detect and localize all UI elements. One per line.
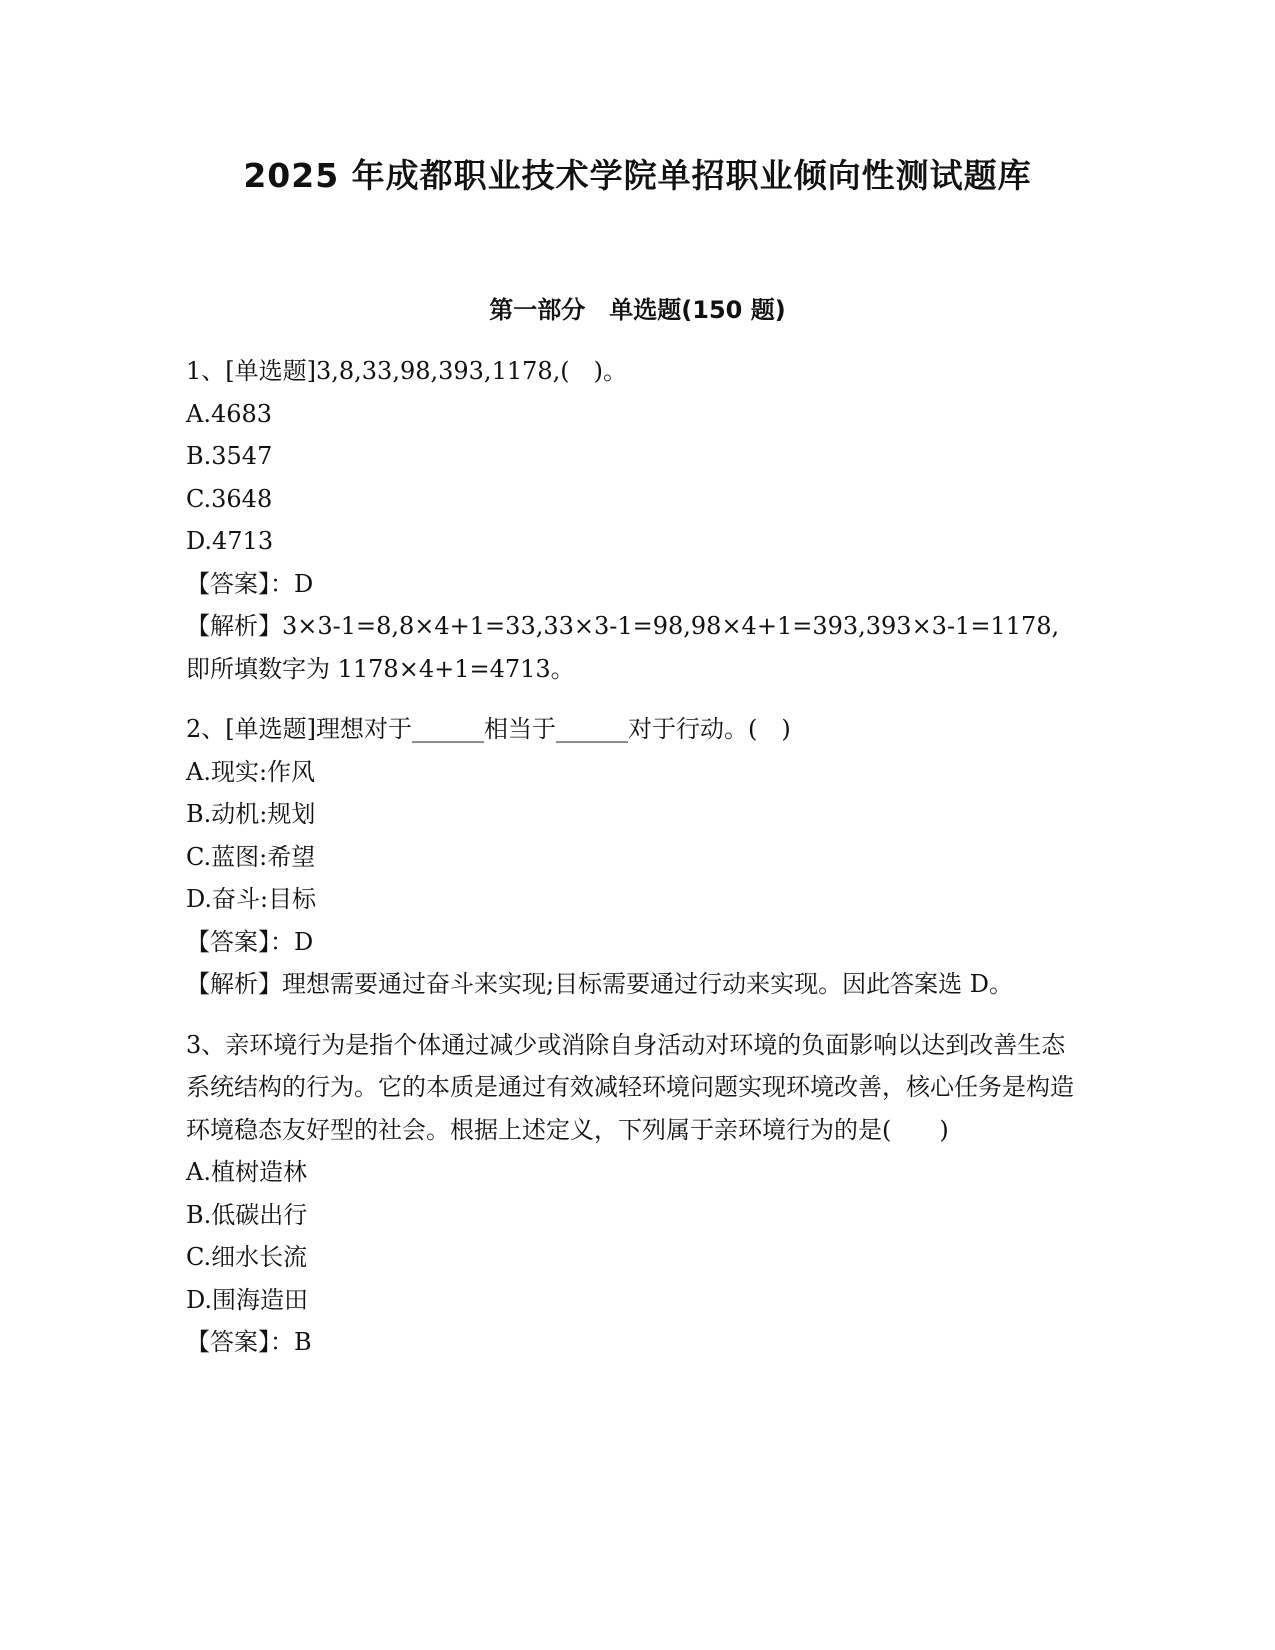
question-list bbox=[186, 350, 1081, 1382]
option-d: D.4713 bbox=[186, 527, 274, 555]
option-b: B.动机:规划 bbox=[186, 800, 316, 828]
answer-line: 【答案】：D bbox=[186, 927, 314, 956]
question-stem: 2、[单选题]理想对于______相当于______对于行动。( ) bbox=[186, 715, 791, 743]
answer-line: 【答案】：B bbox=[186, 1328, 312, 1356]
question-2 bbox=[186, 708, 1081, 1006]
option-b: B.低碳出行 bbox=[186, 1200, 308, 1229]
question-stem: 1、[单选题]3,8,33,98,393,1178,( )。 bbox=[186, 357, 627, 385]
section-title: 第一部分 单选题(150 题) bbox=[489, 296, 786, 324]
question-stem: 3、亲环境行为是指个体通过减少或消除自身活动对环境的负面影响以达到改善生态系统结构的行为。它的本质是通过有效减轻环境问题实现环境改善，核心任务是构造环境稳态友好型的社会。根据上述定义，下列属于亲环境行为的是( ) bbox=[186, 1030, 1074, 1144]
option-c: C.蓝图:希望 bbox=[186, 842, 316, 871]
question-1 bbox=[186, 350, 1081, 690]
document-title: 2025 年成都职业技术学院单招职业倾向性测试题库 bbox=[243, 156, 1032, 195]
answer-line: 【答案】：D bbox=[186, 569, 314, 598]
option-a: A.现实:作风 bbox=[186, 757, 316, 786]
option-d: D.奋斗:目标 bbox=[186, 885, 317, 913]
option-d: D.围海造田 bbox=[186, 1285, 309, 1314]
analysis-text: 【解析】理想需要通过奋斗来实现;目标需要通过行动来实现。因此答案选 D。 bbox=[186, 970, 1013, 998]
option-a: A.植树造林 bbox=[186, 1158, 307, 1186]
option-a: A.4683 bbox=[186, 399, 273, 428]
option-c: C.3648 bbox=[186, 484, 273, 513]
question-3 bbox=[186, 1024, 1081, 1364]
option-c: C.细水长流 bbox=[186, 1243, 308, 1271]
option-b: B.3547 bbox=[186, 442, 273, 470]
analysis-text: 【解析】3×3-1=8,8×4+1=33,33×3-1=98,98×4+1=393,393×3-1=1178,即所填数字为 1178×4+1=4713。 bbox=[186, 612, 1060, 683]
